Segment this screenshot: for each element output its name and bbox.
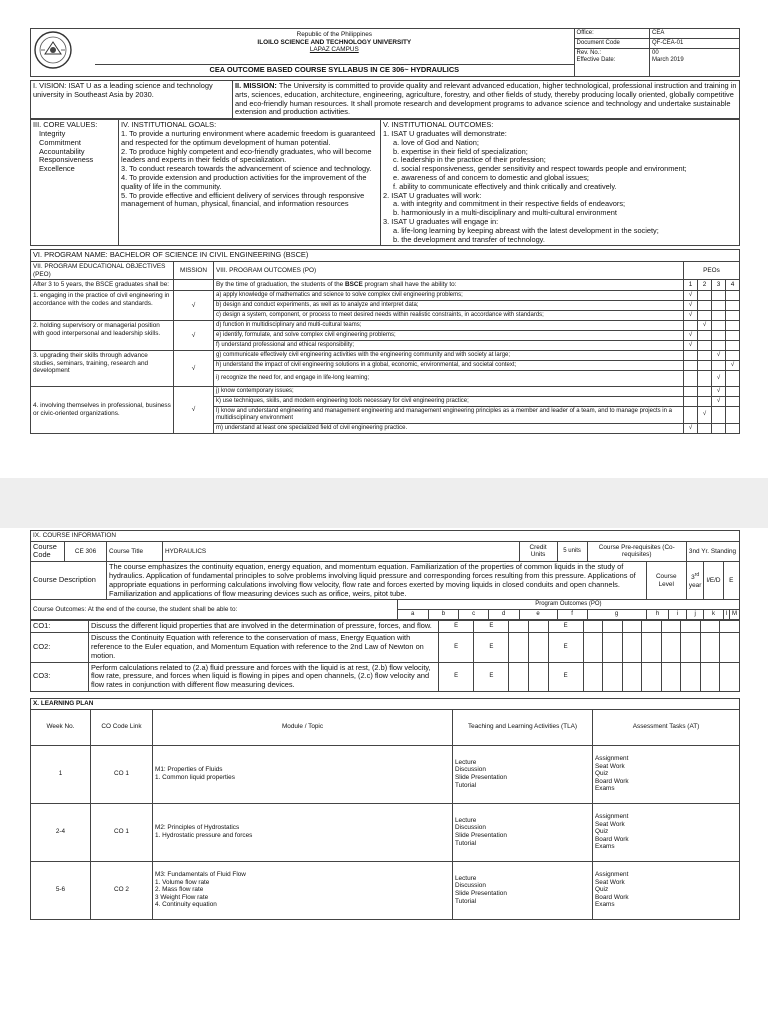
- co-link: CO 1: [91, 745, 153, 803]
- mission-cell: II. MISSION: The University is committed to provide quality and relevant advanced education, higher technological, professional instruction and training in arts, sciences, education, architecture, engineering, agriculture, forestry, and other fields of study, thereby producing locally oriented, globally competitive and eco-friendly human resources. It shall promote research and development programs to advance science and technology and undertake sustainable extension and production activities.: [233, 81, 740, 119]
- outcome-item: a. life-long learning by keeping abreast with the latest development in the society;: [393, 225, 659, 235]
- po-item: b) design and conduct experiments, as well as to analyze and interpret data;: [214, 300, 684, 310]
- peo-item: 2. holding supervisory or managerial position with good interpersonal and leadership skills.: [31, 320, 174, 350]
- meta-value: QF-CEA-01: [650, 39, 740, 49]
- tla-item: Slide Presentation: [455, 774, 507, 782]
- co-po-mark: E: [548, 633, 583, 662]
- outcome-group: 2. ISAT U graduates will work:: [383, 190, 482, 200]
- co-po-mark: E: [439, 633, 474, 662]
- tla-item: Tutorial: [455, 781, 477, 789]
- outcome-group: 3. ISAT U graduates will engage in:: [383, 216, 499, 226]
- module-topic: [153, 861, 453, 919]
- course-outcomes-header: Course Outcomes: At the end of the course, the student shall be able to:: [31, 600, 398, 620]
- co-po-mark: [622, 621, 642, 633]
- co-po-mark: E: [439, 621, 474, 633]
- mission-check: √: [174, 386, 214, 433]
- po-letter: l: [723, 610, 729, 620]
- po-letter: e: [519, 610, 557, 620]
- co-text: Discuss the Continuity Equation with reference to the conservation of mass, Energy Equation with reference to the Euler equation, and Momentum Equation with reference to the 2nd Law of Newton on motion.: [89, 633, 439, 662]
- university-seal-icon: [33, 30, 73, 70]
- vision-cell: I. VISION: ISAT U as a leading science and technology university in Southeast Asia by 2030.: [31, 81, 233, 119]
- at-item: Exams: [595, 843, 615, 851]
- po-item: a) apply knowledge of mathematics and science to solve complex civil engineering problems;: [214, 290, 684, 300]
- po-item: m) understand at least one specialized field of civil engineering practice.: [214, 423, 684, 433]
- peo-header: VII. PROGRAM EDUCATIONAL OBJECTIVES (PEO): [31, 262, 174, 280]
- outcome-item: d. social responsiveness, gender sensitivity and respect towards people and environment;: [393, 164, 687, 174]
- course-title-label: Course Title: [107, 541, 163, 562]
- po-item: f) understand professional and ethical responsibility;: [214, 340, 684, 350]
- po-item: e) identify, formulate, and solve complex civil engineering problems;: [214, 330, 684, 340]
- po-letter: f: [557, 610, 587, 620]
- po-item: g) communicate effectively civil engineering activities with the engineering community and with society at large;: [214, 350, 684, 360]
- po-item: j) know contemporary issues;: [214, 386, 684, 396]
- country-name: Republic of the Philippines: [296, 31, 372, 38]
- meta-value: CEA: [650, 29, 740, 39]
- co-po-mark: E: [474, 621, 509, 633]
- mission-check: √: [174, 320, 214, 350]
- outcome-item: a. love of God and Nation;: [393, 137, 479, 147]
- co-po-mark: E: [439, 662, 474, 691]
- peos-header: PEOs: [684, 262, 740, 280]
- po-letter: i: [669, 610, 686, 620]
- meta-label: Office:: [574, 29, 649, 39]
- po-item: c) design a system, component, or process to meet desired needs within realistic constraints, in accordance with standards;: [214, 310, 684, 320]
- vision-text: ISAT U as a leading science and technology university in Southeast Asia by 2030.: [33, 81, 213, 99]
- course-title: HYDRAULICS: [163, 541, 520, 562]
- module-topic: [153, 745, 453, 803]
- co-po-mark: [720, 633, 740, 662]
- course-outcomes-table: [30, 620, 740, 692]
- po-item: l) know and understand engineering and management engineering and management engineering principles as a member and leader of a team, and to manage projects in a multidisciplinary environment: [214, 406, 684, 423]
- co-po-mark: [720, 621, 740, 633]
- outcome-item: e. awareness of and concern to domestic and global issues;: [393, 172, 589, 182]
- course-info-title: IX. COURSE INFORMATION: [31, 531, 740, 542]
- po-header: VIII. PROGRAM OUTCOMES (PO): [214, 262, 684, 280]
- peo-check: √: [684, 330, 698, 340]
- peo-number: 4: [726, 280, 740, 291]
- po-letter: d: [488, 610, 519, 620]
- co-po-mark: E: [548, 621, 583, 633]
- po-letter: h: [646, 610, 669, 620]
- co-po-mark: [528, 662, 548, 691]
- learning-plan-title: X. LEARNING PLAN: [31, 698, 740, 709]
- co-po-mark: [603, 633, 623, 662]
- at-list: [593, 745, 740, 803]
- credit-label: Credit Units: [519, 541, 557, 562]
- tla-item: Tutorial: [455, 839, 477, 847]
- core-values-title: III. CORE VALUES:: [33, 120, 98, 130]
- module-header: Module / Topic: [153, 709, 453, 745]
- module-title: M2: Principles of Hydrostatics: [155, 824, 240, 832]
- co-header: CO Code Link: [91, 709, 153, 745]
- po-item: k) use techniques, skills, and modern engineering tools necessary for civil engineering practice;: [214, 396, 684, 406]
- po-intro: By the time of graduation, the students of the BSCE program shall have the ability to:: [214, 280, 684, 291]
- co-po-mark: [622, 633, 642, 662]
- core-value-item: Integrity: [39, 128, 66, 138]
- meta-value: 00 March 2019: [650, 49, 740, 77]
- peo-check: √: [726, 360, 740, 370]
- tla-item: Lecture: [455, 874, 477, 882]
- tla-item: Discussion: [455, 824, 486, 832]
- peo-check: √: [712, 386, 726, 396]
- co-po-mark: [583, 621, 603, 633]
- goals-title: IV. INSTITUTIONAL GOALS:: [121, 120, 217, 130]
- at-list: [593, 861, 740, 919]
- header-table: [30, 28, 740, 77]
- co-po-mark: [681, 662, 701, 691]
- tla-list: [453, 861, 593, 919]
- goal-item: 5. To provide effective and efficient delivery of services through responsive management of human, physical, financial, and information resources: [121, 190, 365, 209]
- course-outcome-row: [31, 621, 740, 633]
- course-code-label: Course Code: [31, 541, 65, 562]
- at-item: Quiz: [595, 828, 609, 836]
- learning-plan-row: [31, 745, 740, 803]
- co-text: Perform calculations related to (2.a) fluid pressure and forces with the liquid is at rest, (2.b) flow velocity, flow rate, pressure, and forces when liquid is flowing in pipes and open channels, (2.c) flow velocity and flow rates in conjunction with different flow measuring devices.: [89, 662, 439, 691]
- document-title: CEA OUTCOME BASED COURSE SYLLABUS IN CE 306~ HYDRAULICS: [95, 65, 574, 77]
- peo-check: √: [684, 423, 698, 433]
- co-po-mark: [622, 662, 642, 691]
- outcomes-title: V. INSTITUTIONAL OUTCOMES:: [383, 120, 494, 130]
- at-item: Seat Work: [595, 820, 625, 828]
- course-code: CE 306: [65, 541, 107, 562]
- co-po-mark: [681, 621, 701, 633]
- topic-item: 2. Mass flow rate: [155, 886, 204, 894]
- peo-check: √: [684, 290, 698, 300]
- program-outcomes-label: Program Outcomes (PO): [397, 600, 739, 610]
- po-letter: j: [686, 610, 703, 620]
- co-po-mark: E: [548, 662, 583, 691]
- co-text: Discuss the different liquid properties that are involved in the determination of pressure, forces, and flow.: [89, 621, 439, 633]
- co-po-mark: [681, 633, 701, 662]
- at-list: [593, 803, 740, 861]
- topic-item: 3 Weight Flow rate: [155, 893, 209, 901]
- co-po-mark: [642, 621, 662, 633]
- vision-mission-table: [30, 80, 740, 119]
- at-item: Seat Work: [595, 878, 625, 886]
- topic-item: 1. Common liquid properties: [155, 774, 235, 782]
- co-po-mark: [509, 662, 529, 691]
- program-name: BACHELOR OF SCIENCE IN CIVIL ENGINEERING (BSCE): [109, 250, 309, 260]
- tla-item: Slide Presentation: [455, 832, 507, 840]
- values-goals-outcomes-table: [30, 119, 740, 246]
- institutional-outcomes-cell: [381, 120, 740, 246]
- mission-header: MISSION: [174, 262, 214, 280]
- topic-item: 4. Continuity equation: [155, 901, 217, 909]
- core-value-item: Accountability: [39, 146, 85, 156]
- po-letter: M: [729, 610, 739, 620]
- week-header: Week No.: [31, 709, 91, 745]
- co-po-mark: [642, 633, 662, 662]
- course-description: The course emphasizes the continuity equation, energy equation, and momentum equation. Familiarization of the properties of common liquids in the study of hydraulics. Application of fundamental principles to solve problems involving liquid pressure and corresponding forces resulting from this pressure. Applications of appropriate equations in performing calculations involving flow velocity, flow rate and forces exerted by moving liquids in closed conduits and open channels. Familiarization and applications of flow measuring devices such as orifice, weirs, pitot tube.: [107, 562, 647, 600]
- peo-item: 3. upgrading their skills through advance studies, seminars, training, research and development: [31, 350, 174, 386]
- university-logo-cell: [31, 29, 96, 77]
- peo-check: √: [684, 310, 698, 320]
- co-po-mark: [700, 621, 720, 633]
- peo-check: √: [698, 406, 712, 423]
- outcome-item: b. expertise in their field of specialization;: [393, 146, 528, 156]
- co-po-mark: [700, 633, 720, 662]
- at-item: Assignment: [595, 813, 629, 821]
- co-po-mark: [642, 662, 662, 691]
- tla-header: Teaching and Learning Activities (TLA): [453, 709, 593, 745]
- goal-item: 4. To provide extension and production activities for the improvement of the quality of life in the community.: [121, 172, 367, 191]
- core-value-item: Excellence: [39, 164, 75, 174]
- outcome-item: c. leadership in the practice of their profession;: [393, 155, 546, 165]
- po-item: h) understand the impact of civil engineering solutions in a global, economic, environmental, and societal context;: [214, 360, 684, 370]
- po-letter: k: [704, 610, 723, 620]
- week-number: 1: [31, 745, 91, 803]
- learning-plan-row: [31, 803, 740, 861]
- co-po-mark: [528, 633, 548, 662]
- syllabus-page-1: [0, 28, 768, 434]
- co-po-mark: E: [474, 633, 509, 662]
- co-po-mark: [720, 662, 740, 691]
- at-item: Assignment: [595, 755, 629, 763]
- tla-item: Slide Presentation: [455, 890, 507, 898]
- peo-item: 4. involving themselves in professional, business or civic-oriented organizations.: [31, 386, 174, 433]
- university-header: [95, 29, 574, 65]
- mission-check: √: [174, 290, 214, 320]
- core-value-item: Responsiveness: [39, 155, 94, 165]
- course-info-table: [30, 530, 740, 620]
- institutional-goals-cell: [119, 120, 381, 246]
- po-letter: b: [428, 610, 459, 620]
- topic-item: 1. Volume flow rate: [155, 878, 210, 886]
- core-values-cell: [31, 120, 119, 246]
- goal-item: 2. To produce highly competent and eco-friendly graduates, who will become leaders and experts in their fields of specialization.: [121, 146, 372, 165]
- ied-value: E: [723, 562, 739, 600]
- course-level: 3rd year: [686, 562, 703, 600]
- po-item: i) recognize the need for, and engage in life-long learning;: [214, 370, 684, 386]
- tla-item: Discussion: [455, 882, 486, 890]
- week-number: 5-6: [31, 861, 91, 919]
- outcome-group: 1. ISAT U graduates will demonstrate:: [383, 128, 507, 138]
- co-id: CO2:: [31, 633, 89, 662]
- po-letter: c: [459, 610, 489, 620]
- co-po-mark: [661, 621, 681, 633]
- co-po-mark: [603, 662, 623, 691]
- week-number: 2-4: [31, 803, 91, 861]
- mission-text: The University is committed to provide quality and relevant advanced education, higher technological, professional instruction and training in arts, sciences, education, architecture, engineering, agriculture, forestry, and other fields of study, thereby producing locally oriented, globally competitive and eco-friendly human resources. It shall promote research and development programs to advance science and technology and undertake sustainable extension and production activities.: [235, 81, 737, 117]
- outcome-item: a. with integrity and commitment in their respective fields of endeavors;: [393, 199, 626, 209]
- at-header: Assessment Tasks (AT): [593, 709, 740, 745]
- peo-number: 3: [712, 280, 726, 291]
- peo-check: √: [712, 370, 726, 386]
- tla-item: Lecture: [455, 758, 477, 766]
- peo-check: √: [698, 320, 712, 330]
- po-item: d) function in multidisciplinary and multi-cultural teams;: [214, 320, 684, 330]
- at-item: Board Work: [595, 777, 629, 785]
- meta-label: Document Code: [574, 39, 649, 49]
- learning-plan-table: [30, 698, 740, 920]
- outcome-item: b. harmoniously in a multi-disciplinary and multi-cultural environment: [393, 208, 617, 218]
- at-item: Exams: [595, 785, 615, 793]
- program-table: [30, 249, 740, 434]
- co-link: CO 1: [91, 803, 153, 861]
- peo-check: √: [712, 350, 726, 360]
- prereq-value: 3nd Yr. Standing: [686, 541, 739, 562]
- po-letter: g: [587, 610, 646, 620]
- goal-item: 3. To conduct research towards the advancement of science and technology.: [121, 164, 372, 174]
- peo-check: √: [684, 340, 698, 350]
- course-description-label: Course Description: [31, 562, 107, 600]
- peo-intro: After 3 to 5 years, the BSCE graduates shall be:: [31, 280, 174, 291]
- program-name-row: VI. PROGRAM NAME: BACHELOR OF SCIENCE IN CIVIL ENGINEERING (BSCE): [31, 250, 740, 262]
- tla-item: Discussion: [455, 766, 486, 774]
- tla-item: Lecture: [455, 816, 477, 824]
- co-po-mark: [509, 633, 529, 662]
- co-po-mark: [509, 621, 529, 633]
- co-po-mark: [583, 662, 603, 691]
- outcome-item: b. the development and transfer of technology.: [393, 234, 545, 244]
- page-separator: [0, 478, 768, 528]
- peo-number: 1: [684, 280, 698, 291]
- tla-item: Tutorial: [455, 897, 477, 905]
- university-name: ILOILO SCIENCE AND TECHNOLOGY UNIVERSITY: [257, 38, 412, 46]
- co-po-mark: [583, 633, 603, 662]
- at-item: Assignment: [595, 871, 629, 879]
- at-item: Board Work: [595, 835, 629, 843]
- mission-check: √: [174, 350, 214, 386]
- module-title: M1: Properties of Fluids: [155, 766, 223, 774]
- peo-check: √: [684, 300, 698, 310]
- co-id: CO1:: [31, 621, 89, 633]
- co-link: CO 2: [91, 861, 153, 919]
- co-po-mark: [700, 662, 720, 691]
- module-title: M3: Fundamentals of Fluid Flow: [155, 871, 246, 879]
- topic-item: 1. Hydrostatic pressure and forces: [155, 832, 253, 840]
- co-po-mark: [661, 662, 681, 691]
- prereq-label: Course Pre-requisites (Co-requisites): [587, 541, 686, 562]
- peo-item: 1. engaging in the practice of civil engineering in accordance with the codes and standards.: [31, 290, 174, 320]
- credit-units: 5 units: [557, 541, 587, 562]
- module-topic: [153, 803, 453, 861]
- outcome-item: f. ability to communicate effectively and think critically and creatively.: [393, 181, 617, 191]
- course-level-label: Course Level: [646, 562, 686, 600]
- co-po-mark: E: [474, 662, 509, 691]
- goal-item: 1. To provide a nurturing environment where academic freedom is guaranteed and respected for the optimum development of human potential.: [121, 128, 376, 147]
- at-item: Quiz: [595, 886, 609, 894]
- peo-check: √: [712, 396, 726, 406]
- campus-name: LAPAZ CAMPUS: [309, 46, 359, 54]
- tla-list: [453, 745, 593, 803]
- po-letter: a: [397, 610, 428, 620]
- course-outcome-row: [31, 633, 740, 662]
- ied-label: I/E/D: [704, 562, 723, 600]
- at-item: Board Work: [595, 893, 629, 901]
- learning-plan-row: [31, 861, 740, 919]
- core-value-item: Commitment: [39, 137, 81, 147]
- at-item: Seat Work: [595, 762, 625, 770]
- co-id: CO3:: [31, 662, 89, 691]
- peo-number: 2: [698, 280, 712, 291]
- tla-list: [453, 803, 593, 861]
- at-item: Exams: [595, 901, 615, 909]
- at-item: Quiz: [595, 770, 609, 778]
- course-outcome-row: [31, 662, 740, 691]
- meta-label: Rev. No.: Effective Date:: [574, 49, 649, 77]
- co-po-mark: [661, 633, 681, 662]
- syllabus-page-2: [0, 530, 768, 920]
- co-po-mark: [603, 621, 623, 633]
- co-po-mark: [528, 621, 548, 633]
